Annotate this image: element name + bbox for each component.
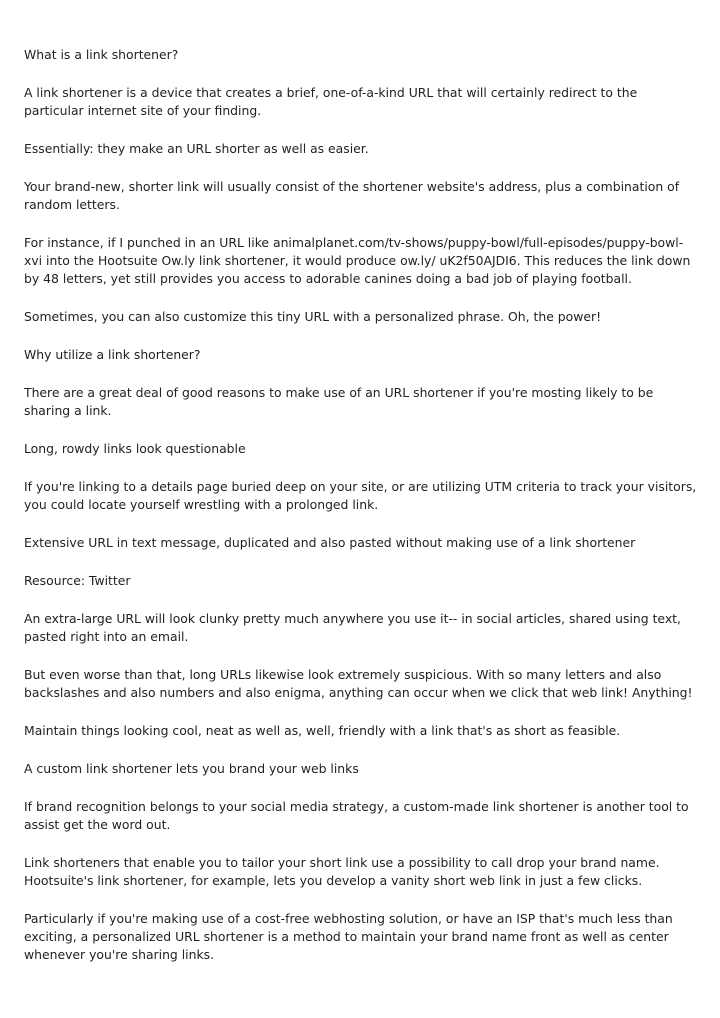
paragraph-maintain-things: Maintain things looking cool, neat as well as, well, friendly with a link that's as short as feasible. — [24, 723, 621, 738]
heading-why-utilize: Why utilize a link shortener? — [24, 347, 201, 362]
paragraph-webhosting: Particularly if you're making use of a cost-free webhosting solution, or have an ISP that's much less than exciting, a personalized URL shortener is a method to maintain your brand name front as well as center whenever you're sharing links. — [24, 911, 673, 962]
heading-what-is-link-shortener: What is a link shortener? — [24, 47, 179, 62]
paragraph-essentially: Essentially: they make an URL shorter as well as easier. — [24, 141, 369, 156]
paragraph-linking-details: If you're linking to a details page buried deep on your site, or are utilizing UTM criteria to track your visitors, you could locate yourself wrestling with a prolonged link. — [24, 479, 697, 512]
paragraph-brand-recognition: If brand recognition belongs to your social media strategy, a custom-made link shortener is another tool to assist get the word out. — [24, 799, 689, 832]
document-body — [24, 46, 698, 984]
heading-long-rowdy-links: Long, rowdy links look questionable — [24, 441, 246, 456]
paragraph-definition: A link shortener is a device that creates a brief, one-of-a-kind URL that will certainly redirect to the particular internet site of your finding. — [24, 85, 638, 118]
paragraph-brand-new-link: Your brand-new, shorter link will usually consist of the shortener website's address, plus a combination of random letters. — [24, 179, 680, 212]
caption-extensive-url: Extensive URL in text message, duplicated and also pasted without making use of a link shortener — [24, 535, 636, 550]
paragraph-tailor-short-link: Link shorteners that enable you to tailor your short link use a possibility to call drop your brand name. Hootsuite's link shortener, for example, lets you develop a vanity short web link in just a few clicks. — [24, 855, 660, 888]
paragraph-customize: Sometimes, you can also customize this tiny URL with a personalized phrase. Oh, the power! — [24, 309, 602, 324]
paragraph-example: For instance, if I punched in an URL like animalplanet.com/tv-shows/puppy-bowl/full-episodes/puppy-bowl-xvi into the Hootsuite Ow.ly link shortener, it would produce ow.ly/ uK2f50AJDI6. This reduces the link down by 48 letters, yet still provides you access to adorable canines doing a bad job of playing football. — [24, 235, 691, 286]
paragraph-reasons: There are a great deal of good reasons to make use of an URL shortener if you're mosting likely to be sharing a link. — [24, 385, 654, 418]
caption-resource: Resource: Twitter — [24, 573, 131, 588]
paragraph-suspicious: But even worse than that, long URLs likewise look extremely suspicious. With so many letters and also backslashes and also numbers and also enigma, anything can occur when we click that web link! Anything! — [24, 667, 693, 700]
heading-custom-link-shortener: A custom link shortener lets you brand your web links — [24, 761, 359, 776]
paragraph-extra-large-url: An extra-large URL will look clunky pretty much anywhere you use it-- in social articles, shared using text, pasted right into an email. — [24, 611, 681, 644]
